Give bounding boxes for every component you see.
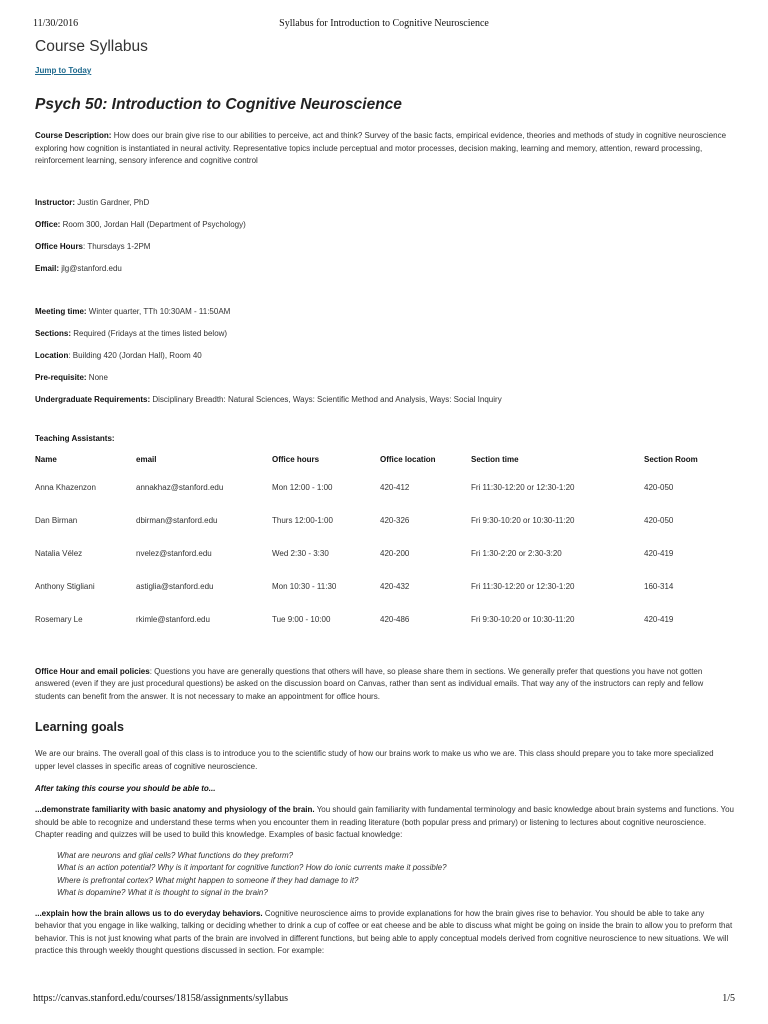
list-item: What is an action potential? Why is it important for cognitive function? How do ionic currents make it possible? bbox=[57, 863, 447, 872]
list-item: Where is prefrontal cortex? What might happen to someone if they had damage to it? bbox=[57, 875, 359, 885]
table-cell: Anthony Stigliani bbox=[35, 581, 95, 591]
goal1-label: ...demonstrate familiarity with basic anatomy and physiology of the brain. bbox=[35, 805, 315, 814]
table-cell: annakhaz@stanford.edu bbox=[136, 482, 224, 492]
office-hours-value: : Thursdays 1-2PM bbox=[83, 241, 151, 251]
table-cell: Rosemary Le bbox=[35, 614, 83, 624]
learning-goals-intro: We are our brains. The overall goal of this class is to introduce you to the scientific study of how our brains work to make us who we are. This class should prepare you to take more specialized upper level classes in specific areas of cognitive neuroscience. bbox=[35, 749, 714, 771]
table-row bbox=[35, 471, 735, 504]
undergrad-requirements-info bbox=[35, 395, 735, 404]
table-cell: Tue 9:00 - 10:00 bbox=[272, 614, 331, 624]
goal-everyday-behaviors bbox=[35, 908, 735, 958]
email-value: jlg@stanford.edu bbox=[59, 263, 122, 273]
location-info bbox=[35, 351, 735, 360]
prerequisite-info bbox=[35, 373, 735, 382]
goal-anatomy-physiology bbox=[35, 804, 735, 842]
instructor-value: Justin Gardner, PhD bbox=[75, 197, 150, 207]
ta-col-office-hours: Office hours bbox=[272, 455, 320, 464]
table-cell: dbirman@stanford.edu bbox=[136, 515, 218, 525]
location-label: Location bbox=[35, 350, 69, 360]
table-cell: Fri 11:30-12:20 or 12:30-1:20 bbox=[471, 581, 575, 591]
table-cell: 420-432 bbox=[380, 581, 410, 591]
table-cell: 160-314 bbox=[644, 581, 674, 591]
ta-col-email: email bbox=[136, 455, 157, 464]
sections-info bbox=[35, 329, 735, 338]
course-description bbox=[35, 130, 735, 168]
print-footer bbox=[33, 993, 735, 1007]
office-value: Room 300, Jordan Hall (Department of Psychology) bbox=[60, 219, 246, 229]
table-cell: Fri 11:30-12:20 or 12:30-1:20 bbox=[471, 482, 575, 492]
goal2-label: ...explain how the brain allows us to do everyday behaviors. bbox=[35, 908, 263, 918]
table-cell: Fri 9:30-10:20 or 10:30-11:20 bbox=[471, 515, 575, 525]
course-description-label: Course Description: bbox=[35, 131, 112, 140]
office-info bbox=[35, 220, 735, 229]
list-item: What is dopamine? What it is thought to signal in the brain? bbox=[57, 888, 268, 897]
table-cell: 420-326 bbox=[380, 515, 410, 525]
print-header bbox=[33, 18, 735, 32]
jump-to-today-link[interactable]: Jump to Today bbox=[35, 66, 92, 75]
ta-col-section-room: Section Room bbox=[644, 455, 698, 464]
undergrad-requirements-label: Undergraduate Requirements: bbox=[35, 394, 151, 404]
policies-label: Office Hour and email policies bbox=[35, 666, 150, 676]
office-label: Office: bbox=[35, 219, 61, 229]
example-questions-list bbox=[57, 850, 735, 900]
meeting-time-info bbox=[35, 307, 735, 316]
table-row bbox=[35, 504, 735, 537]
table-cell: astiglia@stanford.edu bbox=[136, 581, 214, 591]
table-cell: 420-412 bbox=[380, 482, 410, 492]
table-cell: Thurs 12:00-1:00 bbox=[272, 515, 333, 525]
location-value: : Building 420 (Jordan Hall), Room 40 bbox=[68, 350, 202, 360]
learning-goals-heading: Learning goals bbox=[35, 720, 124, 734]
instructor-info bbox=[35, 198, 735, 207]
prerequisite-value: None bbox=[86, 372, 108, 382]
policies-text: : Questions you have are generally questions that others will have, so please share them in sections. We generally prefer that questions you have not gotten answered (even if they are just procedural questions) be asked on the discussion board on Canvas, rather than sent as individual emails. That way any of the instructors can reply and fellow students can benefit from the answer. It is not necessary to make an appointment for office hours. bbox=[35, 666, 704, 701]
table-cell: 420-419 bbox=[644, 614, 674, 624]
table-cell: 420-050 bbox=[644, 482, 674, 492]
ta-heading: Teaching Assistants: bbox=[35, 433, 115, 443]
ta-col-section-time: Section time bbox=[471, 455, 519, 464]
page-number: 1/5 bbox=[722, 993, 735, 1004]
meeting-time-label: Meeting time: bbox=[35, 306, 87, 316]
email-label: Email: bbox=[35, 263, 60, 273]
table-cell: Anna Khazenzon bbox=[35, 482, 96, 492]
table-cell: rkimle@stanford.edu bbox=[136, 614, 210, 624]
ta-col-name: Name bbox=[35, 455, 57, 464]
page-title: Psych 50: Introduction to Cognitive Neuroscience bbox=[35, 96, 402, 113]
office-hours-info bbox=[35, 242, 735, 251]
print-date: 11/30/2016 bbox=[33, 18, 79, 29]
table-cell: 420-486 bbox=[380, 614, 410, 624]
table-row bbox=[35, 537, 735, 570]
ta-col-office-location: Office location bbox=[380, 455, 436, 464]
ta-table bbox=[35, 449, 735, 636]
page-content bbox=[35, 36, 735, 958]
table-cell: 420-200 bbox=[380, 548, 410, 558]
table-cell: Fri 1:30-2:20 or 2:30-3:20 bbox=[471, 548, 562, 558]
email-info bbox=[35, 264, 735, 273]
meeting-time-value: Winter quarter, TTh 10:30AM - 11:50AM bbox=[86, 306, 231, 316]
table-cell: nvelez@stanford.edu bbox=[136, 548, 212, 558]
table-cell: Mon 12:00 - 1:00 bbox=[272, 482, 333, 492]
table-row bbox=[35, 570, 735, 603]
sections-label: Sections: bbox=[35, 328, 72, 338]
prerequisite-label: Pre-requisite: bbox=[35, 372, 87, 382]
table-cell: Fri 9:30-10:20 or 10:30-11:20 bbox=[471, 614, 575, 624]
table-cell: Dan Birman bbox=[35, 515, 78, 525]
after-course-subheading: After taking this course you should be able to... bbox=[35, 784, 216, 793]
list-item: What are neurons and glial cells? What functions do they preform? bbox=[57, 850, 294, 860]
goal2-text: Cognitive neuroscience aims to provide explanations for how the brain gives rise to behavior. You should be able to take any behavior that you engage in like walking, talking or deciding whether to drink a cup of coffee or eat cheese and be able to discuss what might be going on inside the brain to allow you to preform that behavior. This is not just knowing what parts of the brain are involved in different functions, but being able to apply conceptual models derived from cognitive neuroscience to new situations. We will practice this through weekly thought questions discussed in section. For example: bbox=[35, 908, 733, 955]
table-cell: Wed 2:30 - 3:30 bbox=[272, 548, 329, 558]
table-cell: 420-050 bbox=[644, 515, 674, 525]
sections-value: Required (Fridays at the times listed below) bbox=[71, 328, 228, 338]
office-hours-label: Office Hours bbox=[35, 241, 84, 251]
goal1-text: You should gain familiarity with fundamental terminology and basic knowledge about brain systems and functions. You should be able to recognize and understand these terms when you encounter them in reading literature (both popular press and primary) or listening to lectures about cognitive neuroscience. Chapter reading and quizzes will be used to build this knowledge. Examples of basic factual knowledge: bbox=[35, 805, 734, 839]
table-cell: 420-419 bbox=[644, 548, 674, 558]
course-syllabus-heading: Course Syllabus bbox=[35, 38, 148, 55]
print-title: Syllabus for Introduction to Cognitive Neuroscience bbox=[279, 18, 489, 29]
ta-table-header-row bbox=[35, 449, 735, 471]
table-row bbox=[35, 603, 735, 636]
instructor-label: Instructor: bbox=[35, 197, 75, 207]
table-cell: Mon 10:30 - 11:30 bbox=[272, 581, 337, 591]
table-cell: Natalia Vélez bbox=[35, 548, 83, 558]
undergrad-requirements-value: Disciplinary Breadth: Natural Sciences, Ways: Scientific Method and Analysis, Ways: Social Inquiry bbox=[150, 394, 502, 404]
course-description-text: How does our brain give rise to our abilities to perceive, act and think? Survey of the basic facts, empirical evidence, theories and methods of study in cognitive neuroscience exploring how cognition is instantiated in neural activity. Representative topics include perceptual and motor processes, decision making, learning and memory, attention, reward processing, reinforcement learning, sensory inference and cognitive control bbox=[35, 131, 727, 165]
office-hour-email-policies bbox=[35, 666, 735, 704]
print-url: https://canvas.stanford.edu/courses/18158/assignments/syllabus bbox=[33, 993, 288, 1004]
